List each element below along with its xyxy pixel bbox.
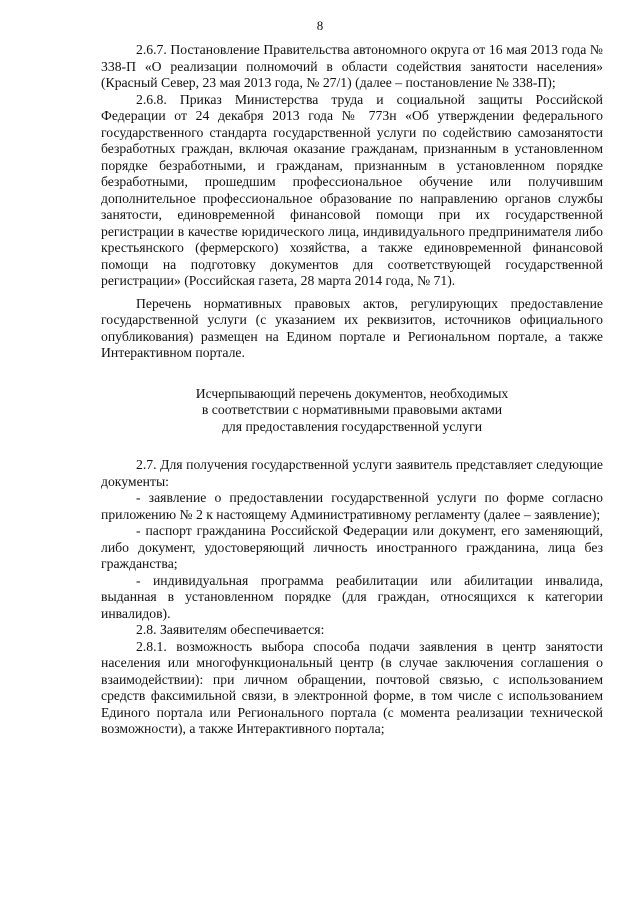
paragraph-2-8-1: 2.8.1. возможность выбора способа подачи заявления в центр занятости населения или многофункциональный центр (в случае заключения соглашения о взаимодействии): при личном обращении, почтовой связью, с использованием средств факсимильной связи, в электронной форме, в том числе с использованием Единого портала или Регионального портала (с момента реализации технической возможности), а также Интерактивного портала; (101, 638, 603, 736)
paragraph-2-6-8: 2.6.8. Приказ Министерства труда и социальной защиты Российской Федерации от 24 декабря 2013 года № 773н «Об утверждении федерального государственного стандарта государственной услуги по содействию самозанятости безработных граждан, включая оказание гражданам, признанным в установленном порядке безработными, и гражданам, признанным в установленном порядке безработными, прошедшим профессиональное обучение или получившим дополнительное профессиональное образование по направлению органов службы занятости, единовременной финансовой помощи при их государственной регистрации в качестве юридического лица, индивидуального предпринимателя либо крестьянского (фермерского) хозяйства, а также единовременной финансовой помощи на подготовку документов для соответствующей государственной регистрации» (Российская газета, 28 марта 2014 года, № 71). (101, 91, 603, 288)
heading-line-1: Исчерпывающий перечень документов, необходимых (195, 385, 509, 401)
list-item-passport: - паспорт гражданина Российской Федерации или документ, его заменяющий, либо документ, удостоверяющий личность иностранного гражданина, лица без гражданства; (101, 523, 603, 571)
section-heading (101, 386, 603, 436)
heading-line-2: в соответствии с нормативными правовыми актами (201, 402, 503, 417)
document-body (101, 42, 603, 738)
paragraph-perechen: Перечень нормативных правовых актов, регулирующих предоставление государственной услуги (с указанием их реквизитов, источников официального опубликования) размещен на Едином портале и Региональном портале, а также Интерактивном портале. (101, 295, 603, 360)
paragraph-2-8: 2.8. Заявителям обеспечивается: (136, 622, 325, 637)
list-item-application: - заявление о предоставлении государственной услуги по форме согласно приложению № 2 к настоящему Административному регламенту (далее – заявление); (101, 490, 603, 522)
paragraph-2-6-7: 2.6.7. Постановление Правительства автономного округа от 16 мая 2013 года № 338-П «О реализации полномочий в области содействия занятости населения» (Красный Север, 23 мая 2013 года, № 27/1) (далее – постановление № 338-П); (101, 42, 603, 90)
list-item-rehabilitation: - индивидуальная программа реабилитации или абилитации инвалида, выданная в установленном порядке (для граждан, относящихся к категории инвалидов). (101, 572, 603, 621)
paragraph-2-7: 2.7. Для получения государственной услуги заявитель представляет следующие документы: (101, 457, 603, 489)
page-number: 8 (316, 18, 324, 33)
heading-line-3: для предоставления государственной услуги (221, 418, 483, 434)
